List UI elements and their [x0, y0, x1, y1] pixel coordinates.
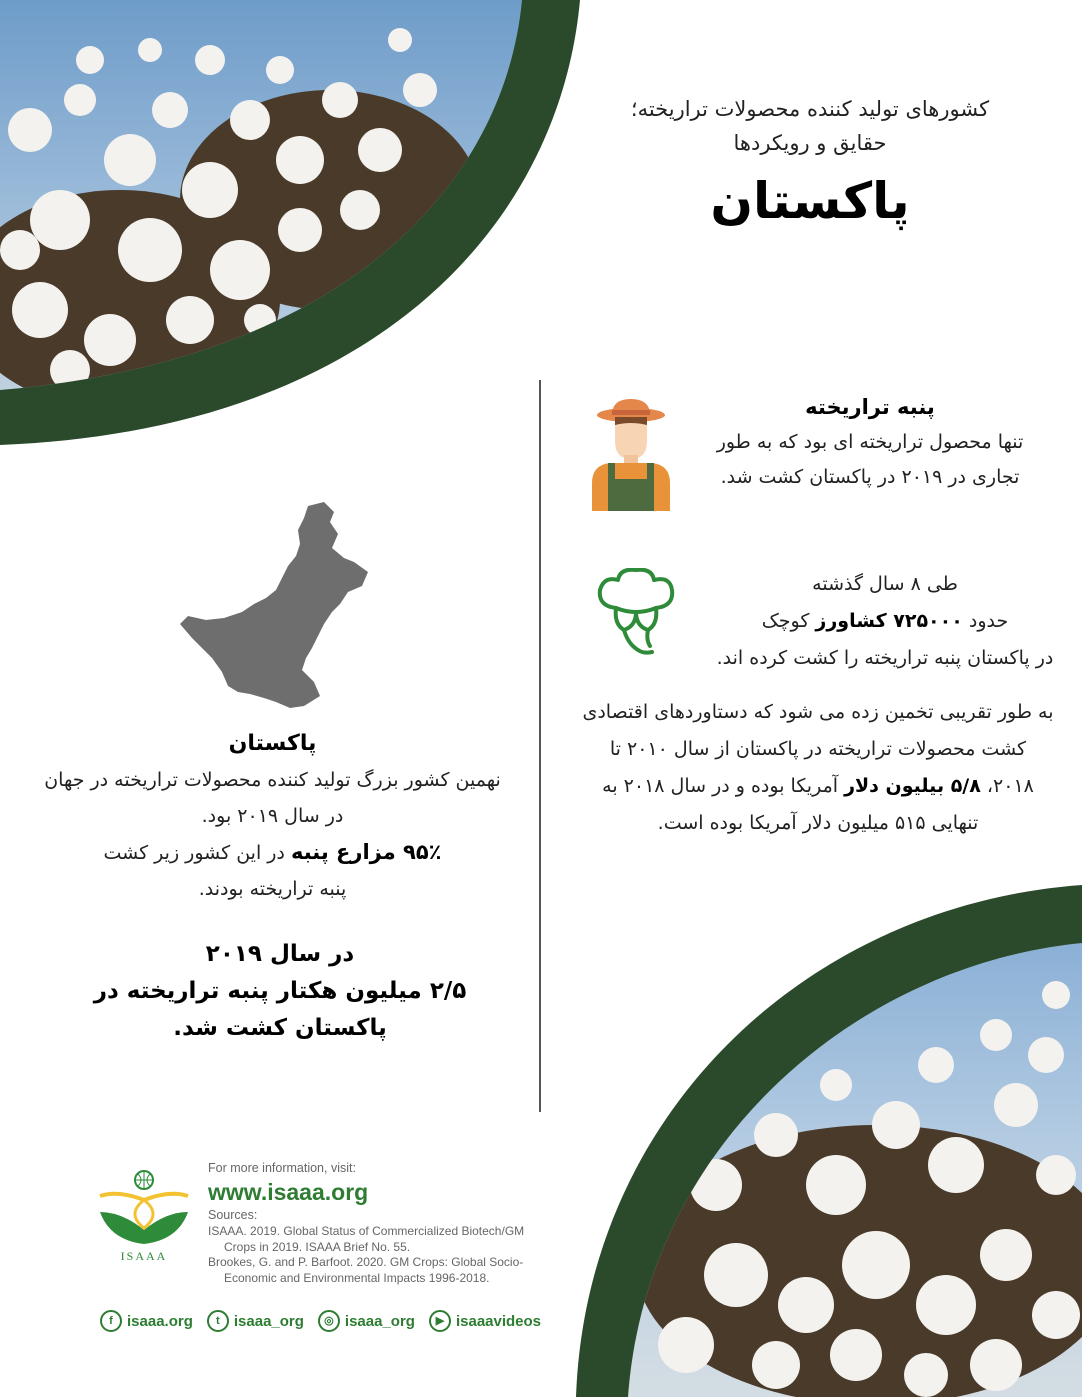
cotton-fact — [700, 566, 1070, 677]
hectare-stat-line-1: در سال ۲۰۱۹ — [205, 941, 355, 967]
social-label: isaaa_org — [344, 1312, 415, 1330]
farmer-fact-title: پنبه تراریخته — [805, 395, 935, 419]
subtitle-line-2: حقایق و رویکردها — [733, 131, 887, 155]
cotton-fact-line-2-post: کوچک — [761, 610, 810, 632]
source-2: Brookes, G. and P. Barfoot. 2020. GM Crops: Global Socio-Economic and Environmental Impacts 1996-2018. — [208, 1255, 524, 1285]
cotton-fact-line-3: در پاکستان پنبه تراریخته را کشت کرده اند. — [716, 647, 1054, 669]
facebook-icon: f — [100, 1310, 122, 1332]
column-divider — [539, 380, 541, 1112]
hectare-stat-line-2: ۲/۵ میلیون هکتار پنبه تراریخته در — [93, 978, 467, 1004]
farmer-fact-line-2: تجاری در ۲۰۱۹ در پاکستان کشت شد. — [720, 466, 1020, 488]
economic-fact-line-4: تنهایی ۵۱۵ میلیون دلار آمریکا بوده است. — [657, 812, 979, 834]
cotton-farm-share: ۹۵٪ مزارع پنبه — [290, 840, 442, 864]
website-link[interactable]: www.isaaa.org — [208, 1179, 369, 1205]
page-title: پاکستان — [710, 172, 910, 230]
economic-gain: ۵/۸ بیلیون دلار — [844, 775, 981, 797]
hectare-stat-line-3: پاکستان کشت شد. — [173, 1015, 387, 1041]
social-facebook[interactable] — [100, 1310, 193, 1332]
farmer-count: ۷۲۵۰۰۰ کشاورز — [815, 610, 963, 632]
social-label: isaaavideos — [455, 1312, 542, 1330]
visit-label: For more information, visit: — [208, 1161, 356, 1175]
economic-fact-line-2: کشت محصولات تراریخته در پاکستان از سال ۲۰۱۰ تا — [609, 738, 1027, 760]
social-label: isaaa.org — [127, 1312, 193, 1330]
pakistan-fact-line-3-post: در این کشور زیر کشت — [103, 842, 285, 864]
logo-text: ISAAA — [120, 1249, 168, 1263]
economic-fact-line-3-pre: ۲۰۱۸، — [986, 775, 1034, 797]
economic-fact — [566, 694, 1070, 842]
pakistan-fact-line-3 — [20, 834, 525, 871]
header — [590, 92, 1030, 236]
footer-text — [208, 1160, 538, 1286]
pakistan-fact-line-4: پنبه تراریخته بودند. — [198, 878, 347, 900]
isaaa-logo — [96, 1166, 192, 1264]
economic-fact-line-1: به طور تقریبی تخمین زده می شود که دستاوردهای اقتصادی — [582, 701, 1054, 723]
farmer-fact-line-1: تنها محصول تراریخته ای بود که به طور — [716, 431, 1024, 453]
economic-fact-line-3-post: آمریکا بوده و در سال ۲۰۱۸ به — [602, 775, 839, 797]
cotton-boll-icon — [594, 568, 678, 660]
pakistan-fact-line-1: نهمین کشور بزرگ تولید کننده محصولات تراریخته در جهان — [44, 769, 501, 791]
economic-fact-line-3 — [566, 768, 1070, 805]
social-twitter[interactable] — [207, 1310, 304, 1332]
social-links — [100, 1310, 541, 1332]
social-label: isaaa_org — [233, 1312, 304, 1330]
pakistan-fact-line-2: در سال ۲۰۱۹ بود. — [201, 805, 344, 827]
pakistan-fact-title: پاکستان — [228, 731, 317, 756]
pakistan-map — [172, 500, 374, 714]
social-youtube[interactable] — [429, 1310, 541, 1332]
twitter-icon: t — [207, 1310, 229, 1332]
cotton-fact-line-1: طی ۸ سال گذشته — [812, 573, 958, 595]
instagram-icon: ◎ — [318, 1310, 340, 1332]
cotton-fact-line-2-pre: حدود — [968, 610, 1009, 632]
pakistan-fact — [20, 726, 525, 907]
source-1: ISAAA. 2019. Global Status of Commercialized Biotech/GM Crops in 2019. ISAAA Brief No. 55. — [208, 1224, 525, 1254]
youtube-icon: ▶ — [429, 1310, 451, 1332]
sources-label: Sources: — [208, 1208, 258, 1222]
hectare-stat — [60, 936, 500, 1047]
cotton-fact-line-2 — [700, 603, 1070, 640]
farmer-icon — [588, 397, 674, 511]
cotton-photo-bottom — [576, 885, 1082, 1397]
cotton-photo-top — [0, 0, 580, 445]
farmer-fact — [690, 390, 1050, 495]
subtitle-line-1: کشورهای تولید کننده محصولات تراریخته؛ — [630, 97, 990, 121]
social-instagram[interactable] — [318, 1310, 415, 1332]
